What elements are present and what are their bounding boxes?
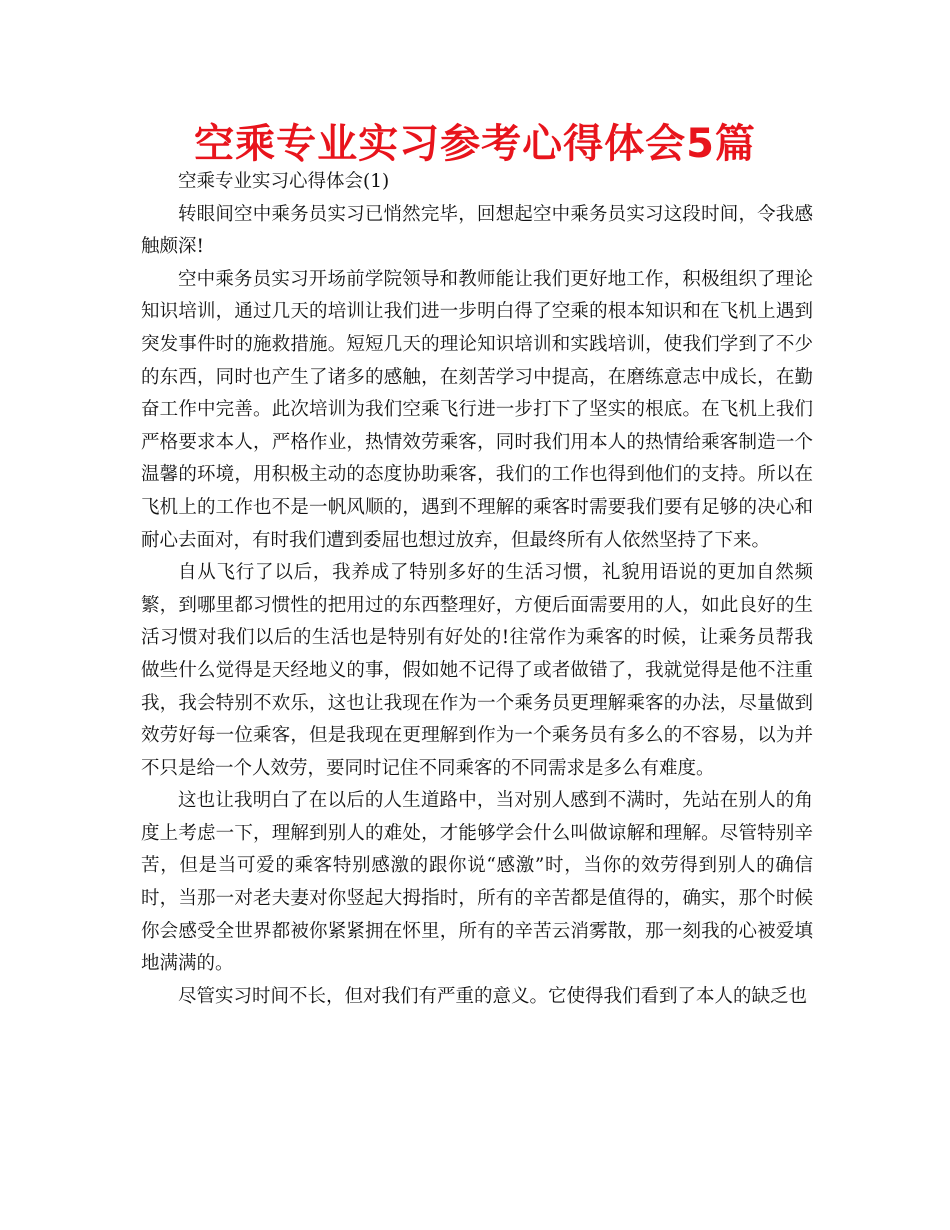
document-title: 空乘专业实习参考心得体会5篇 — [194, 121, 756, 167]
paragraph: 尽管实习时间不长，但对我们有严重的意义。它使得我们看到了本人的缺乏也 — [178, 985, 808, 1007]
document-body — [141, 166, 813, 1013]
paragraph: 转眼间空中乘务员实习已悄然完毕，回想起空中乘务员实习这段时间，令我感触颇深! — [141, 203, 813, 258]
paragraph: 自从飞行了以后，我养成了特别多好的生活习惯，礼貌用语说的更加自然频繁，到哪里都习惯性的把用过的东西整理好，方便后面需要用的人，如此良好的生活习惯对我们以后的生活也是特别有好处的!往常作为乘客的时候，让乘务员帮我做些什么觉得是天经地义的事，假如她不记得了或者做错了，我就觉得是他不注重我，我会特别不欢乐，这也让我现在作为一个乘务员更理解乘客的办法，尽量做到效劳好每一位乘客，但是我现在更理解到作为一个乘务员有多么的不容易，以为并不只是给一个人效劳，要同时记住不同乘客的不同需求是多么有难度。 — [141, 562, 813, 779]
paragraph: 空中乘务员实习开场前学院领导和教师能让我们更好地工作，积极组织了理论知识培训，通过几天的培训让我们进一步明白得了空乘的根本知识和在飞机上遇到突发事件时的施救措施。短短几天的理论知识培训和实践培训，使我们学到了不少的东西，同时也产生了诸多的感触，在刻苦学习中提高，在磨练意志中成长，在勤奋工作中完善。此次培训为我们空乘飞行进一步打下了坚实的根底。在飞机上我们严格要求本人，严格作业，热情效劳乘客，同时我们用本人的热情给乘客制造一个温馨的环境，用积极主动的态度协助乘客，我们的工作也得到他们的支持。所以在飞机上的工作也不是一帆风顺的，遇到不理解的乘客时需要我们要有足够的决心和耐心去面对，有时我们遭到委屈也想过放弃，但最终所有人依然坚持了下来。 — [141, 268, 813, 551]
paragraph: 这也让我明白了在以后的人生道路中，当对别人感到不满时，先站在别人的角度上考虑一下，理解到别人的难处，才能够学会什么叫做谅解和理解。尽管特别辛苦，但是当可爱的乘客特别感激的跟你说“感激”时，当你的效劳得到别人的确信时，当那一对老夫妻对你竖起大拇指时，所有的辛苦都是值得的，确实，那个时候你会感受全世界都被你紧紧拥在怀里，所有的辛苦云消雾散，那一刻我的心被爱填地满满的。 — [141, 790, 813, 975]
section-heading: 空乘专业实习心得体会(1) — [178, 171, 390, 192]
